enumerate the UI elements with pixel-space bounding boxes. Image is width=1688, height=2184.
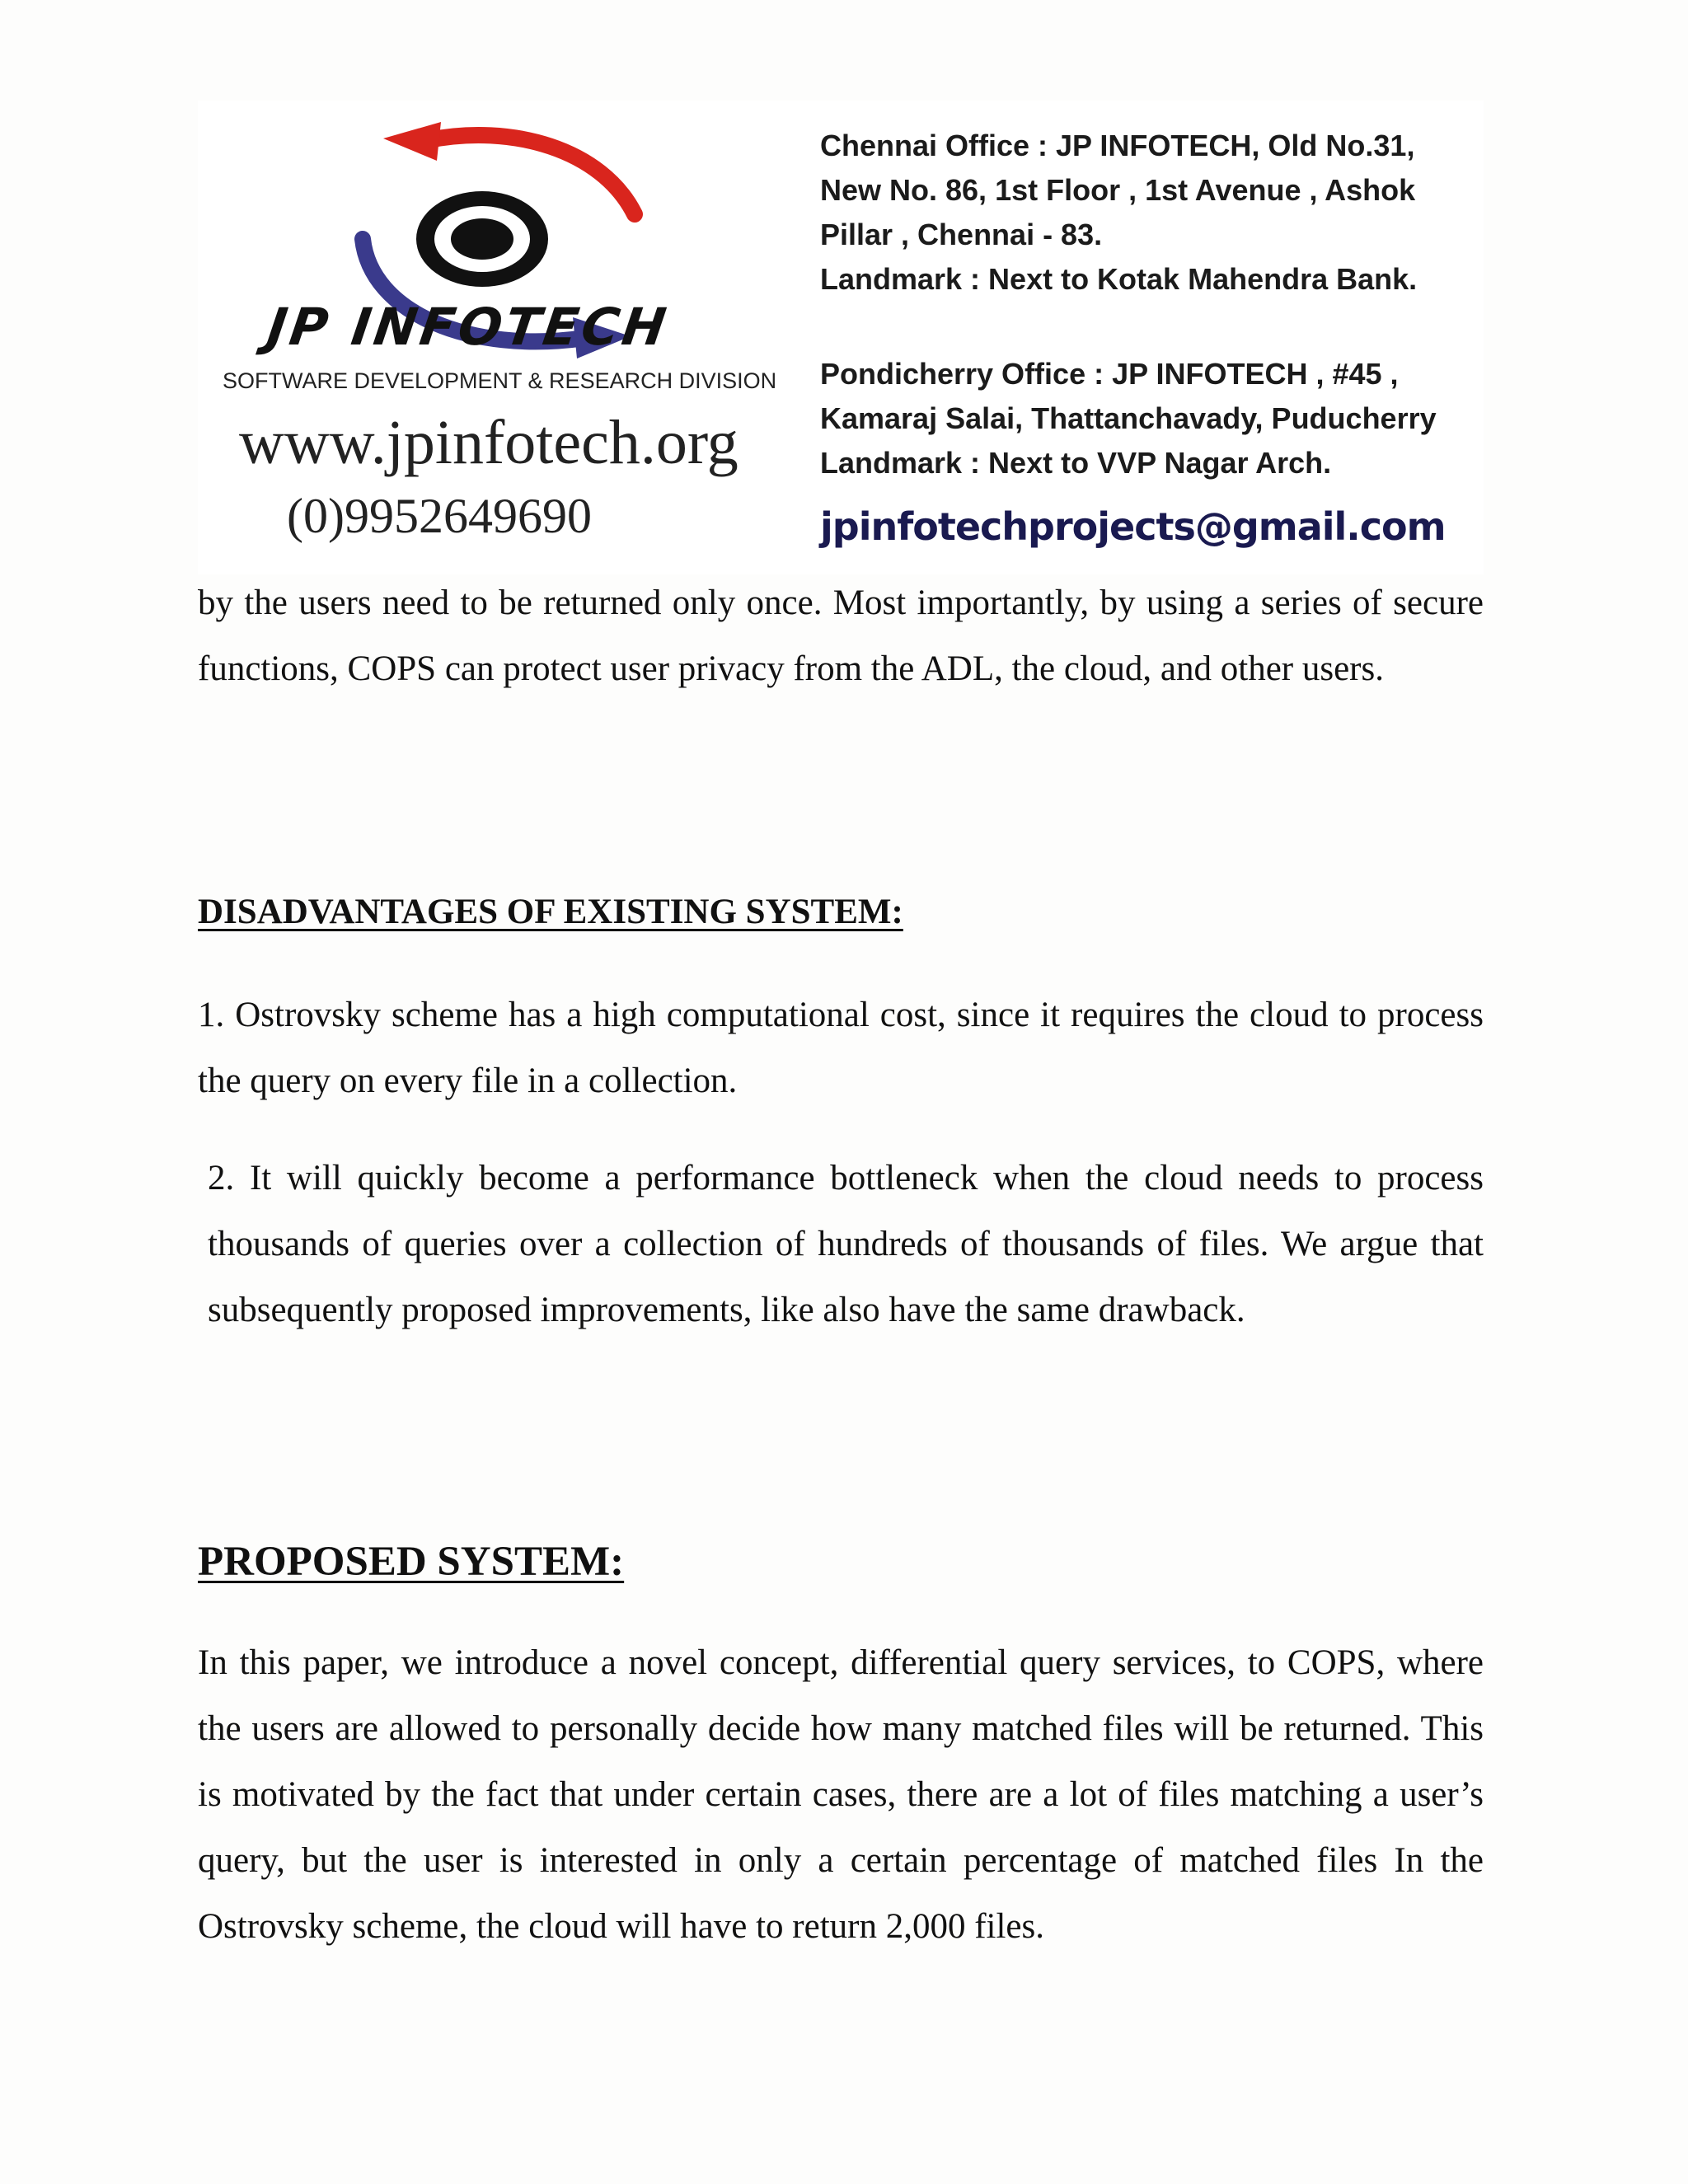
address-line: New No. 86, 1st Floor , 1st Avenue , Ashok [820, 173, 1416, 207]
address-line: Pillar , Chennai - 83. [820, 218, 1103, 251]
proposed-heading: PROPOSED SYSTEM: [198, 1539, 625, 1585]
email-link[interactable]: jpinfotechprojects@gmail.com [820, 504, 1446, 549]
address-line: Kamaraj Salai, Thattanchavady, Puducherry [820, 401, 1437, 435]
proposed-body [198, 1630, 1484, 1960]
disadvantages-heading: DISADVANTAGES OF EXISTING SYSTEM: [198, 893, 903, 931]
chennai-office-address [820, 124, 1479, 302]
disadvantage-item-2 [208, 1146, 1484, 1343]
website-link[interactable]: www.jpinfotech.org [239, 408, 738, 477]
pondicherry-office-address [820, 352, 1479, 485]
disadvantage-item-1 [198, 982, 1484, 1114]
brand-name: JP INFOTECH [263, 297, 673, 357]
letterhead [198, 101, 1484, 574]
disadvantages-section [198, 892, 1484, 932]
address-line: Pondicherry Office : JP INFOTECH , #45 , [820, 357, 1399, 391]
list-item: 1. Ostrovsky scheme has a high computational cost, since it requires the cloud to process the query on every file in a collection. [198, 996, 1484, 1100]
phone-number: (0)9952649690 [287, 489, 592, 543]
proposed-paragraph: In this paper, we introduce a novel concept, differential query services, to COPS, where the users are allowed to personally decide how many matched files will be returned. This is motivated by the fact that under certain cases, there are a lot of files matching a user’s query, but the user is interested in only a certain percentage of matched files In the Ostrovsky scheme, the cloud will have to return 2,000 files. [198, 1643, 1484, 1946]
division-tagline: SOFTWARE DEVELOPMENT & RESEARCH DIVISION [223, 368, 777, 393]
address-line: Landmark : Next to VVP Nagar Arch. [820, 446, 1332, 480]
address-line: Chennai Office : JP INFOTECH, Old No.31, [820, 129, 1415, 162]
intro-section [198, 570, 1484, 702]
proposed-section [198, 1538, 1484, 1586]
intro-paragraph: by the users need to be returned only once. Most importantly, by using a series of secure functions, COPS can protect user privacy from the ADL, the cloud, and other users. [198, 583, 1484, 688]
list-item: 2. It will quickly become a performance bottleneck when the cloud needs to process thousands of queries over a collection of hundreds of thousands of files. We argue that subsequently proposed improvements, like also have the same drawback. [208, 1159, 1484, 1329]
address-line: Landmark : Next to Kotak Mahendra Bank. [820, 262, 1418, 296]
